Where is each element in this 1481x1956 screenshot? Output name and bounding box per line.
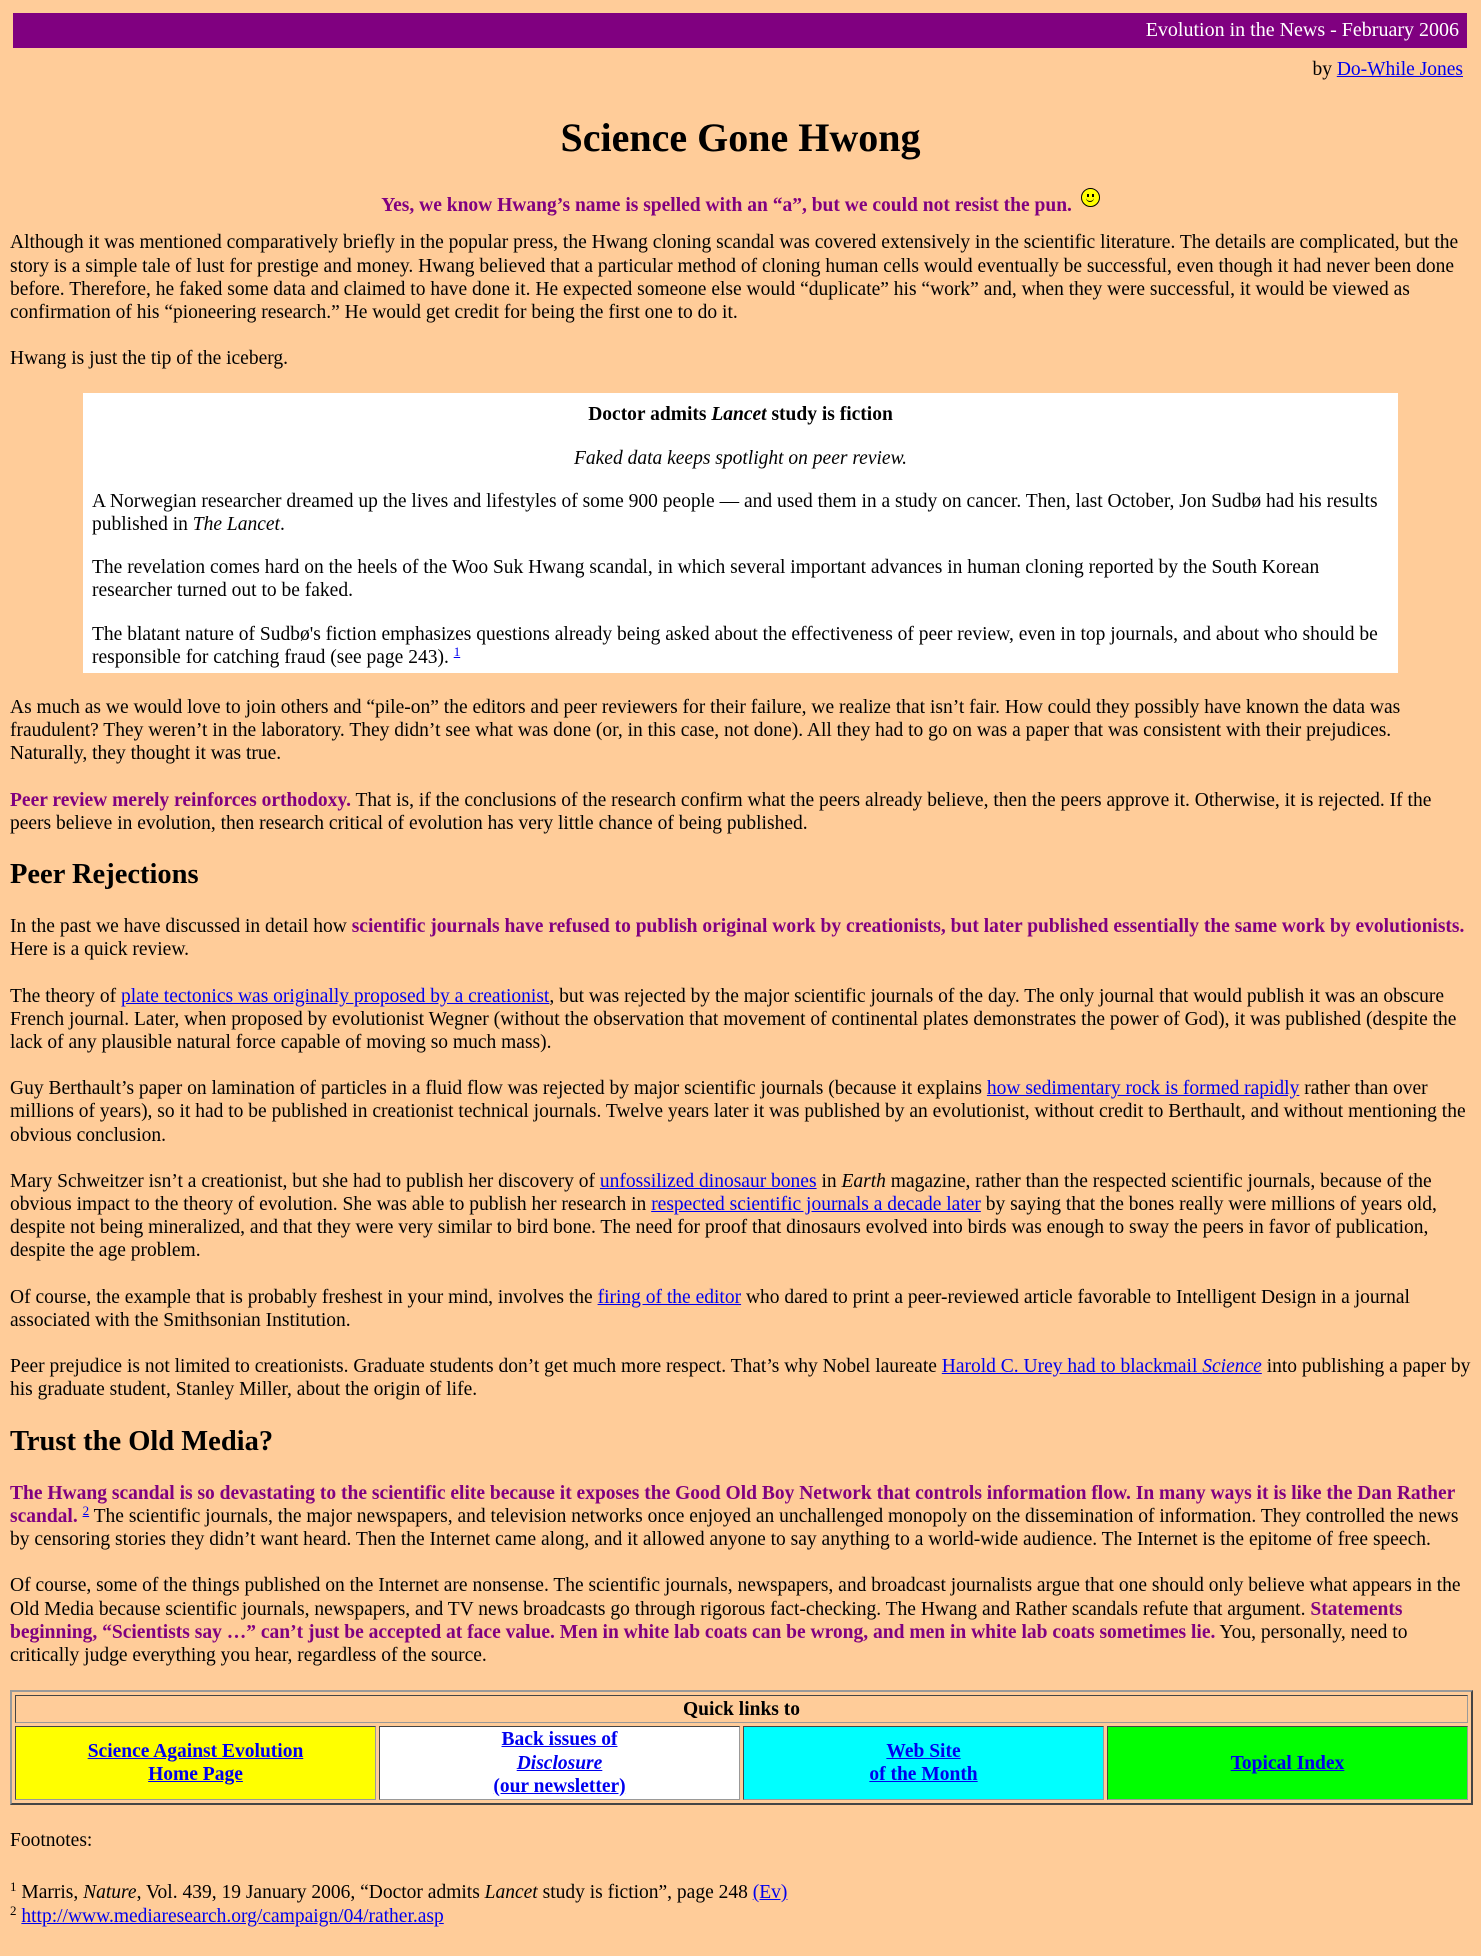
pr-p1-post: Here is a quick review. <box>10 939 190 961</box>
quick-link-home-cell <box>15 1726 376 1800</box>
firing-editor-link[interactable]: firing of the editor <box>597 1286 742 1308</box>
topical-index-link[interactable]: Topical Index <box>1230 1752 1345 1774</box>
quote-paragraph-3 <box>92 623 1389 669</box>
quick-links-title: Quick links to <box>15 1695 1468 1723</box>
footnote-1 <box>10 1881 1471 1904</box>
pr-p4-post: by saying that the bones really were millions of years old, despite not being mineralized, and that they were very similar to bird bone. The need for proof that dinosaurs evolved into birds was enough to sway the peers in favor of publication, despite the age problem. <box>10 1194 1437 1262</box>
pr-p4-pre: Mary Schweitzer isn’t a creationist, but she had to publish her discovery of <box>10 1170 600 1192</box>
quote-title-pre: Doctor admits <box>588 404 712 426</box>
byline-prefix: by <box>1312 59 1337 80</box>
peer-rejections-p2 <box>10 985 1471 1055</box>
back-link-line3: (our newsletter) <box>493 1775 626 1797</box>
quote-p1-post: . <box>279 514 285 536</box>
om-p2-pre: Of course, some of the things published on the Internet are nonsense. The scientific journals, newspapers, and broadcast journalists argue that one should only believe what appears in the Old Media because scientific journals, newspapers, and TV news broadcasts go through rigorous fact-checking. The Hwang and Rather scandals refute that argument. <box>10 1575 1461 1620</box>
peer-rejections-p6 <box>10 1355 1471 1401</box>
home-page-link[interactable] <box>88 1741 304 1785</box>
quote-p1-pre: A Norwegian researcher dreamed up the lives and lifestyles of some 900 people — and used them in a study on cancer. Then, last October, Jon Sudbø had his results published in <box>92 490 1378 536</box>
web-link-line2: of the Month <box>869 1764 978 1786</box>
old-media-p2 <box>10 1574 1471 1667</box>
om-p1-post: The scientific journals, the major newspapers, and television networks once enjoyed an unchallenged monopoly on the dissemination of information. They controlled the news by censoring stories they didn’t want heard. Then the Internet came along, and it allowed anyone to say anything to a world-wide audience. The Internet is the epitome of free speech. <box>10 1505 1459 1551</box>
pr-p3-pre: Guy Berthault’s paper on lamination of particles in a fluid flow was rejected by major scientific journals (because it explains <box>10 1078 987 1100</box>
peer-rejections-p4 <box>10 1170 1471 1263</box>
quote-subtitle <box>92 447 1389 470</box>
orthodoxy-paragraph <box>10 789 1471 835</box>
footnote-2-url-link[interactable]: http://www.mediaresearch.org/campaign/04/rather.asp <box>21 1905 444 1927</box>
urey-link-em: Science <box>1202 1356 1262 1378</box>
quote-title-post: study is fiction <box>766 404 893 426</box>
peer-rejections-p3 <box>10 1077 1471 1147</box>
pr-p5-pre: Of course, the example that is probably freshest in your mind, involves the <box>10 1286 598 1308</box>
quote-subtitle-end: . <box>902 447 908 469</box>
section-heading-peer-rejections: Peer Rejections <box>10 859 199 891</box>
orthodoxy-emphasis: Peer review merely reinforces orthodoxy. <box>10 789 351 811</box>
back-link-line2: Disclosure <box>516 1752 603 1774</box>
web-link-line1: Web Site <box>886 1740 961 1762</box>
intro-paragraph: Although it was mentioned comparatively briefly in the popular press, the Hwang cloning scandal was covered extensively in the scientific literature. The details are complicated, but the story is a simple tale of lust for prestige and money. Hwang believed that a particular method of cloning human cells would eventually be successful, even though it had never been done before. Therefore, he faked some data and claimed to have done it. He expected someone else would “duplicate” his “work” and, when they were successful, it would be viewed as confirmation of his “pioneering research.” He would get credit for being the first one to do it. <box>10 232 1459 324</box>
smiley-icon <box>1081 188 1100 207</box>
sedimentary-rock-link[interactable]: how sedimentary rock is formed rapidly <box>986 1078 1300 1100</box>
om-p2-emphasis: Statements beginning, “Scientists say …” can’t just be accepted at face value. Men in white lab coats can be wrong, and men in white lab coats sometimes lie. <box>10 1598 1403 1643</box>
peer-rejections-p1 <box>10 915 1471 961</box>
fn1-pre: Marris, <box>16 1882 84 1904</box>
quick-link-back-issues-cell <box>379 1726 740 1800</box>
pr-p6-post: into publishing a paper by his graduate student, Stanley Miller, about the origin of life. <box>10 1356 1471 1401</box>
pr-p3-post: rather than over millions of years), so it had to be published in creationist technical journals. Twelve years later it was published by an evolutionist, without credit to Berthault, and without mentioning the obvious conclusion. <box>10 1078 1466 1146</box>
footnote-1-num: 1 <box>10 1879 17 1895</box>
page <box>0 13 1481 1928</box>
back-link-line1: Back issues of <box>501 1729 618 1751</box>
footnotes-title: Footnotes: <box>10 1830 93 1852</box>
quick-link-topical-cell <box>1107 1726 1468 1800</box>
dinosaur-bones-link[interactable]: unfossilized dinosaur bones <box>599 1170 817 1192</box>
footnote-ref-1 <box>454 644 461 659</box>
pr-p4-mid1: in <box>816 1170 842 1192</box>
quote-p1-em: The Lancet <box>192 514 280 536</box>
section-heading-trust-old-media: Trust the Old Media? <box>10 1425 274 1457</box>
home-link-line2: Home Page <box>148 1764 243 1786</box>
author-link[interactable]: Do-While Jones <box>1336 59 1463 80</box>
quote-p3-text: The blatant nature of Sudbø's fiction emphasizes questions already being asked about the effectiveness of peer review, even in top journals, and about who should be responsible for catching fraud (see page 243). <box>92 623 1378 668</box>
om-p1-emphasis: The Hwang scandal is so devastating to the scientific elite because it exposes the Good Old Boy Network that controls information flow. In many ways it is like the Dan Rather scandal. <box>10 1482 1455 1527</box>
iceberg-paragraph: Hwang is just the tip of the iceberg. <box>10 348 288 370</box>
website-of-month-link[interactable] <box>869 1741 977 1785</box>
urey-link-text: Harold C. Urey had to blackmail <box>941 1356 1203 1378</box>
quick-link-website-cell <box>743 1726 1104 1800</box>
footnote-ref-1-link[interactable]: 1 <box>453 643 461 659</box>
quote-subtitle-em: Faked data keeps spotlight on peer review <box>573 447 903 469</box>
quote-paragraph-2: The revelation comes hard on the heels of the Woo Suk Hwang scandal, in which several important advances in human cloning reported by the South Korean researcher turned out to be faked. <box>92 557 1320 602</box>
old-media-p1 <box>10 1482 1471 1552</box>
pr-p1-emphasis: scientific journals have refused to publish original work by creationists, but later published essentially the same work by evolutionists. <box>351 916 1465 938</box>
pr-p2-pre: The theory of <box>10 985 122 1007</box>
plate-tectonics-link[interactable]: plate tectonics was originally proposed by a creationist <box>121 985 550 1007</box>
fn1-em1: Nature <box>83 1882 137 1904</box>
pr-p2-post: , but was rejected by the major scientific journals of the day. The only journal that would publish it was an obscure French journal. Later, when proposed by evolutionist Wegner (without the observation that movement of continental plates demonstrates the power of God), it was published (despite the lack of any plausible natural force capable of moving so much mass). <box>10 985 1457 1054</box>
pr-p4-mid2: magazine, rather than the respected scientific journals, because of the obvious impact to the theory of evolution. She was able to publish her research in <box>10 1170 1432 1216</box>
fn1-mid: , Vol. 439, 19 January 2006, “Doctor admits <box>136 1882 485 1904</box>
home-link-line1: Science Against Evolution <box>87 1740 304 1762</box>
footnote-ref-2-link[interactable]: 2 <box>82 1502 90 1518</box>
quick-links-table <box>10 1690 1473 1805</box>
pr-p1-pre: In the past we have discussed in detail how <box>10 916 352 938</box>
pr-p6-pre: Peer prejudice is not limited to creationists. Graduate students don’t get much more respect. That’s why Nobel laureate <box>10 1356 942 1378</box>
fn1-em2: Lancet <box>484 1882 538 1904</box>
quote-box <box>83 393 1398 673</box>
fn1-post: study is fiction”, page 248 <box>537 1882 753 1904</box>
orthodoxy-text: That is, if the conclusions of the research confirm what the peers already believe, then the peers approve it. Otherwise, it is rejected. If the peers believe in evolution, then research critical of evolution has very little chance of being published. <box>10 789 1432 834</box>
urey-blackmail-link[interactable] <box>942 1356 1262 1377</box>
header-banner <box>13 13 1467 48</box>
page-title: Science Gone Hwong <box>560 115 921 161</box>
footnote-2 <box>10 1902 1471 1928</box>
back-issues-link[interactable] <box>493 1729 625 1796</box>
banner-title: Evolution in the News - February 2006 <box>1145 19 1459 41</box>
footnote-1-ev-link[interactable]: (Ev) <box>752 1882 788 1904</box>
decade-later-link[interactable]: respected scientific journals a decade later <box>651 1194 981 1216</box>
subtitle-text: Yes, we know Hwang’s name is spelled with an “a”, but we could not resist the pun. <box>381 195 1072 217</box>
subtitle <box>10 188 1471 217</box>
om-p2-post: You, personally, need to critically judge everything you hear, regardless of the source. <box>10 1621 1408 1666</box>
quote-title <box>92 403 1389 426</box>
footnote-2-num: 2 <box>10 1902 17 1918</box>
quote-title-em: Lancet <box>711 404 767 426</box>
pileon-paragraph: As much as we would love to join others and “pile-on” the editors and peer reviewers for their failure, we realize that isn’t fair. How could they possibly have known the data was fraudulent? They weren’t in the laboratory. They didn’t see what was done (or, in this case, not done). All they had to go on was a paper that was consistent with their prejudices. Naturally, they thought it was true. <box>10 697 1401 765</box>
quote-paragraph-1 <box>92 490 1389 536</box>
peer-rejections-p5 <box>10 1286 1471 1332</box>
pr-p5-post: who dared to print a peer-reviewed article favorable to Intelligent Design in a journal associated with the Smithsonian Institution. <box>10 1286 1410 1331</box>
byline <box>10 58 1463 81</box>
pr-p4-em: Earth <box>841 1170 886 1192</box>
